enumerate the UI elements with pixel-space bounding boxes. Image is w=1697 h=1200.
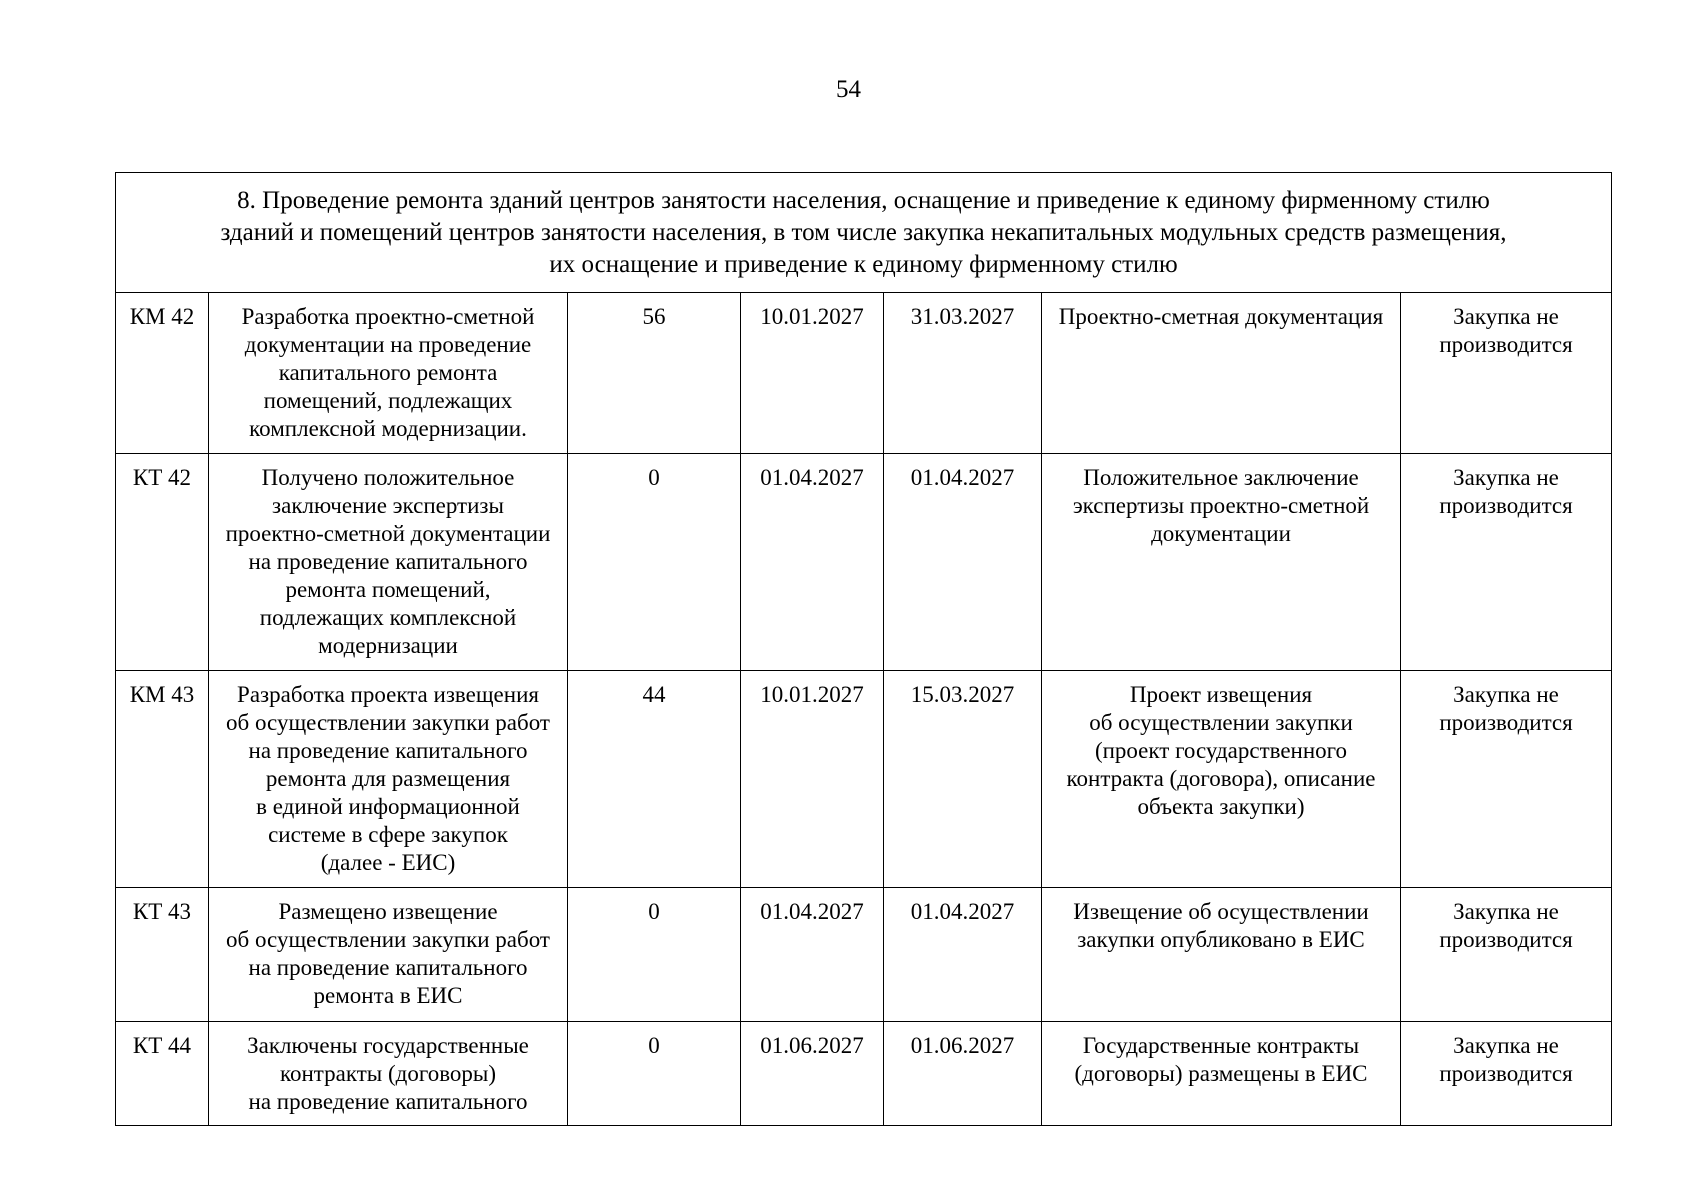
start-date-cell: 10.01.2027 — [741, 293, 884, 454]
end-date-cell: 15.03.2027 — [884, 671, 1042, 888]
procurement-cell: Закупка не производится — [1401, 293, 1612, 454]
result-cell: Государственные контракты (договоры) размещены в ЕИС — [1042, 1022, 1401, 1126]
code-cell: КМ 43 — [116, 671, 209, 888]
end-date-cell: 01.04.2027 — [884, 454, 1042, 671]
result-cell: Проект извещения об осуществлении закупки (проект государственного контракта (договора), описание объекта закупки) — [1042, 671, 1401, 888]
result-cell: Проектно-сметная документация — [1042, 293, 1401, 454]
start-date-cell: 01.06.2027 — [741, 1022, 884, 1126]
start-date-cell: 10.01.2027 — [741, 671, 884, 888]
section-heading-row — [116, 173, 1612, 293]
table-row — [116, 454, 1612, 671]
duration-cell: 0 — [568, 888, 741, 1022]
description-cell: Получено положительное заключение экспертизы проектно-сметной документации на проведение капитального ремонта помещений, подлежащих комплексной модернизации — [209, 454, 568, 671]
table-row — [116, 671, 1612, 888]
schedule-table — [115, 172, 1612, 1126]
procurement-cell: Закупка не производится — [1401, 888, 1612, 1022]
duration-cell: 44 — [568, 671, 741, 888]
procurement-cell: Закупка не производится — [1401, 1022, 1612, 1126]
code-cell: КТ 43 — [116, 888, 209, 1022]
code-cell: КТ 44 — [116, 1022, 209, 1126]
description-cell: Заключены государственные контракты (договоры) на проведение капитального — [209, 1022, 568, 1126]
table-row — [116, 1022, 1612, 1126]
start-date-cell: 01.04.2027 — [741, 454, 884, 671]
description-cell: Размещено извещение об осуществлении закупки работ на проведение капитального ремонта в ЕИС — [209, 888, 568, 1022]
result-cell: Положительное заключение экспертизы проектно-сметной документации — [1042, 454, 1401, 671]
code-cell: КМ 42 — [116, 293, 209, 454]
end-date-cell: 31.03.2027 — [884, 293, 1042, 454]
section-heading — [116, 173, 1612, 293]
description-cell: Разработка проекта извещения об осуществлении закупки работ на проведение капитального ремонта для размещения в единой информационной системе в сфере закупок (далее - ЕИС) — [209, 671, 568, 888]
table-row — [116, 293, 1612, 454]
procurement-cell: Закупка не производится — [1401, 454, 1612, 671]
code-cell: КТ 42 — [116, 454, 209, 671]
start-date-cell: 01.04.2027 — [741, 888, 884, 1022]
section-heading-text: 8. Проведение ремонта зданий центров занятости населения, оснащение и приведение к единому фирменному стилю зданий и помещений центров занятости населения, в том числе закупка некапитальных модульных средств размещения, их оснащение и приведение к единому фирменному стилю — [220, 187, 1507, 278]
result-cell: Извещение об осуществлении закупки опубликовано в ЕИС — [1042, 888, 1401, 1022]
duration-cell: 0 — [568, 1022, 741, 1126]
table-row — [116, 888, 1612, 1022]
end-date-cell: 01.06.2027 — [884, 1022, 1042, 1126]
description-cell: Разработка проектно-сметной документации на проведение капитального ремонта помещений, подлежащих комплексной модернизации. — [209, 293, 568, 454]
end-date-cell: 01.04.2027 — [884, 888, 1042, 1022]
page-number: 54 — [836, 76, 861, 103]
procurement-cell: Закупка не производится — [1401, 671, 1612, 888]
duration-cell: 0 — [568, 454, 741, 671]
duration-cell: 56 — [568, 293, 741, 454]
